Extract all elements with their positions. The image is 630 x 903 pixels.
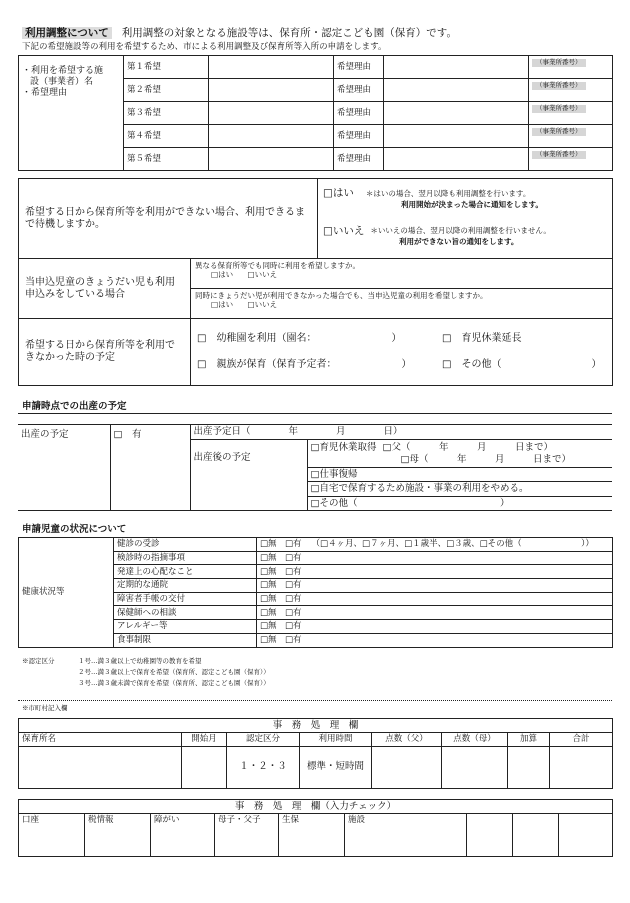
child-item-label: 障害者手帳の交付 [114, 592, 257, 606]
preference-table [18, 178, 613, 386]
office-header: 利用時間 [300, 733, 372, 746]
reason-input[interactable] [384, 56, 529, 79]
sibling-question: 当申込児童のきょうだい児も利用申込みをしている場合 [19, 259, 191, 319]
office-score-mother-input[interactable] [442, 746, 508, 788]
office-title: 事 務 処 理 欄 [19, 719, 613, 733]
wait-question: 希望する日から保育所等を利用ができない場合、利用できるまで待機しますか。 [19, 179, 318, 259]
child-item-label: アレルギー等 [114, 620, 257, 634]
child-item-choice[interactable]: □無 □有 [257, 579, 613, 593]
wait-options [318, 179, 613, 259]
child-section-title: 申請児童の状況について [22, 524, 127, 535]
facility-name-input[interactable] [209, 148, 334, 171]
facility-name-input[interactable] [209, 56, 334, 79]
check-header[interactable]: 母子・父子 [215, 814, 279, 857]
wait-no-note: ＊いいえの場合、翌月以降の利用調整を行いません。 [370, 226, 551, 236]
birth-divider [18, 413, 612, 414]
check-blank-cell[interactable] [559, 814, 613, 857]
child-item-choice[interactable]: □無 □有 [257, 565, 613, 579]
check-header[interactable]: 施設 [345, 814, 467, 857]
child-item-label: 保健師への相談 [114, 606, 257, 620]
facility-name-input[interactable] [209, 125, 334, 148]
sibling-q1-yes[interactable]: □はい [211, 270, 234, 279]
office-header: 合計 [550, 733, 613, 746]
fallback-question: 希望する日から保育所等を利用できなかった時の予定 [19, 319, 191, 386]
facility-name-input[interactable] [209, 102, 334, 125]
facility-rank: 第３希望 [124, 102, 209, 125]
cert-notes [22, 656, 270, 689]
office-facility-input[interactable] [19, 746, 182, 788]
office-no-cell[interactable]: （事業所番号） [529, 56, 613, 79]
cert-note-1: １号…満３歳以上で幼稚園等の教育を希望 [78, 657, 202, 665]
office-start-input[interactable] [182, 746, 227, 788]
dotted-separator [18, 700, 612, 701]
birth-leave-checkbox[interactable]: □育児休業取得 [310, 442, 377, 454]
office-header: 保育所名 [19, 733, 182, 746]
wait-yes-checkbox[interactable]: □はい [323, 187, 354, 199]
reason-label: 希望理由 [334, 56, 384, 79]
office-table [18, 718, 613, 789]
child-item-extra[interactable]: （□４ヶ月、□７ヶ月、□１歳半、□３歳、□その他（ ）） [309, 538, 613, 552]
child-item-label: 検診時の指摘事項 [114, 551, 257, 565]
reason-label: 希望理由 [334, 148, 384, 171]
check-table [18, 799, 613, 857]
office-time[interactable]: 標準・短時間 [300, 746, 372, 788]
office-header: 点数（母） [442, 733, 508, 746]
child-table [18, 537, 613, 648]
facility-rank: 第１希望 [124, 56, 209, 79]
office-no-cell[interactable]: （事業所番号） [529, 148, 613, 171]
office-no-cell[interactable]: （事業所番号） [529, 102, 613, 125]
sibling-q2-no[interactable]: □いいえ [247, 300, 278, 309]
facility-left-label: ・利用を希望する施 設（事業者）名 ・希望理由 [19, 56, 124, 171]
child-item-choice[interactable]: □無 □有 [257, 538, 309, 552]
facility-name-input[interactable] [209, 79, 334, 102]
office-no-cell[interactable]: （事業所番号） [529, 125, 613, 148]
fallback-relative[interactable]: □ 親族が保育（保育予定者： ） [197, 359, 412, 370]
reason-label: 希望理由 [334, 102, 384, 125]
birth-home[interactable]: □自宅で保育するため施設・事業の利用をやめる。 [307, 482, 612, 496]
fallback-options [191, 319, 613, 386]
header-line2: 下記の希望施設等の利用を希望するため、市による利用調整及び保育所等入所の申請をします。 [22, 42, 387, 52]
check-title: 事 務 処 理 欄（入力チェック） [19, 800, 613, 814]
child-item-choice[interactable]: □無 □有 [257, 592, 613, 606]
child-item-label: 食事制限 [114, 633, 257, 647]
wait-no-checkbox[interactable]: □いいえ [323, 224, 365, 237]
birth-return[interactable]: □仕事復帰 [307, 468, 612, 482]
birth-due-date[interactable]: 出産予定日（ 年 月 日） [190, 425, 612, 440]
facility-table [18, 55, 613, 171]
reason-input[interactable] [384, 79, 529, 102]
office-total-input[interactable] [550, 746, 613, 788]
cert-notes-label: ※認定区分 [22, 657, 55, 665]
office-score-father-input[interactable] [372, 746, 442, 788]
birth-has-checkbox[interactable]: □ 有 [110, 425, 190, 511]
sibling-q1: 異なる保育所等でも同時に利用を希望しますか。 [195, 261, 360, 270]
child-item-choice[interactable]: □無 □有 [257, 551, 613, 565]
child-item-choice[interactable]: □無 □有 [257, 633, 613, 647]
fallback-other[interactable]: □ その他（ ） [442, 359, 602, 370]
fallback-leave-extension[interactable]: □ 育児休業延長 [442, 333, 522, 344]
birth-leave [307, 440, 612, 468]
header [22, 26, 612, 52]
reason-input[interactable] [384, 125, 529, 148]
cert-note-2: ２号…満３歳以上で保育を希望（保育所、認定こども園（保育）） [78, 668, 270, 677]
reason-label: 希望理由 [334, 79, 384, 102]
check-header[interactable]: 生保 [279, 814, 345, 857]
birth-father[interactable]: □父（ 年 月 日まで） [382, 442, 553, 454]
child-item-label: 健診の受診 [114, 538, 257, 552]
office-no-cell[interactable]: （事業所番号） [529, 79, 613, 102]
birth-mother[interactable]: □母（ 年 月 日まで） [400, 453, 571, 465]
facility-rank: 第５希望 [124, 148, 209, 171]
facility-rank: 第２希望 [124, 79, 209, 102]
child-item-choice[interactable]: □無 □有 [257, 620, 613, 634]
reason-label: 希望理由 [334, 125, 384, 148]
header-line1: 利用調整の対象となる施設等は、保育所・認定こども園（保育）です。 [121, 26, 457, 39]
check-blank-cell[interactable] [513, 814, 559, 857]
sibling-q1-no[interactable]: □いいえ [247, 270, 278, 279]
child-item-label: 発達上の心配なこと [114, 565, 257, 579]
check-blank-cell[interactable] [467, 814, 513, 857]
office-header: 点数（父） [372, 733, 442, 746]
wait-yes-note: ＊はいの場合、翌月以降も利用調整を行います。 [365, 188, 531, 198]
child-item-label: 定期的な通院 [114, 579, 257, 593]
header-title: 利用調整について [22, 27, 112, 40]
facility-rank: 第４希望 [124, 125, 209, 148]
reason-input[interactable] [384, 102, 529, 125]
reason-input[interactable] [384, 148, 529, 171]
cert-note-3: ３号…満３歳未満で保育を希望（保育所、認定こども園（保育）） [78, 679, 270, 688]
child-item-choice[interactable]: □無 □有 [257, 606, 613, 620]
sibling-q2: 同時にきょうだい児が利用できなかった場合でも、当申込児童の利用を希望しますか。 [195, 291, 488, 300]
city-note: ※市町村記入欄 [22, 704, 68, 712]
wait-no-note2: 利用ができない旨の通知をします。 [399, 237, 519, 247]
office-cert[interactable]: １・２・３ [227, 746, 300, 788]
office-header: 加算 [508, 733, 550, 746]
birth-table [18, 424, 612, 511]
office-bonus-input[interactable] [508, 746, 550, 788]
wait-yes-note2: 利用開始が決まった場合に通知をします。 [401, 199, 543, 209]
birth-label: 出産の予定 [18, 425, 110, 511]
child-group-label: 健康状況等 [19, 538, 114, 648]
birth-other[interactable]: □その他（ ） [307, 496, 612, 510]
fallback-kindergarten[interactable]: □ 幼稚園を利用（園名： ） [197, 333, 402, 344]
sibling-q2-yes[interactable]: □はい [211, 300, 234, 309]
birth-section-title: 申請時点での出産の予定 [22, 401, 127, 412]
check-header[interactable]: 障がい [151, 814, 215, 857]
sibling-options [191, 259, 613, 319]
check-header[interactable]: 口座 [19, 814, 85, 857]
check-header[interactable]: 税情報 [85, 814, 151, 857]
birth-after-label: 出産後の予定 [190, 440, 307, 511]
office-header: 開始月 [182, 733, 227, 746]
office-header: 認定区分 [227, 733, 300, 746]
